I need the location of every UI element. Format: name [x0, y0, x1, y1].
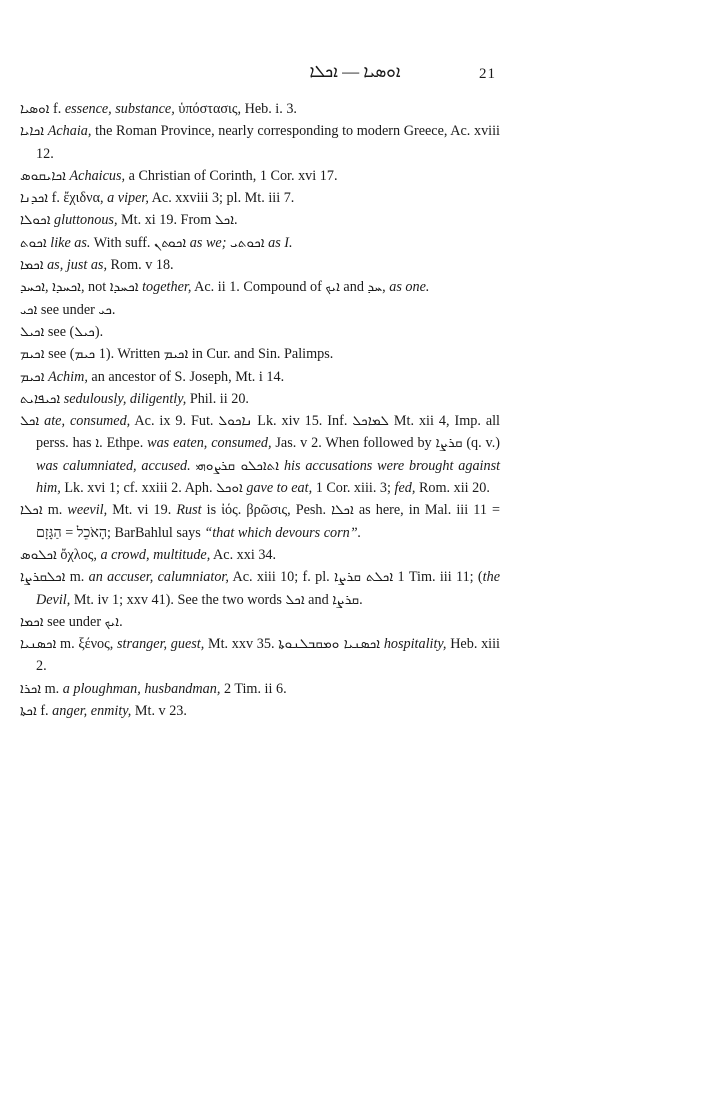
- entry-text: Ac. xxviii 3; pl. Mt. iii 7.: [148, 190, 295, 207]
- syriac-headword: ܐܟܝܡ: [163, 346, 189, 363]
- entry-gloss: gave to eat,: [246, 480, 313, 497]
- syriac-headword: ܐܟܕܢܐ: [20, 190, 49, 207]
- syriac-headword: ܐܟܘܬܢ: [154, 234, 187, 251]
- entry-gloss: an accuser, calumniator,: [88, 569, 229, 586]
- syriac-headword: ܐܝܟ: [104, 613, 120, 630]
- syriac-headword: ܐܟܠ: [214, 212, 235, 229]
- syriac-headword: ܟܝܠ: [74, 323, 95, 340]
- syriac-headword: ܠܡܐܟܠ: [352, 413, 389, 430]
- entry-gloss: hospitality,: [383, 636, 447, 653]
- dictionary-entry: [20, 343, 500, 365]
- entry-text: f.: [36, 703, 53, 720]
- entry-gloss: his accusations were brought against him,: [36, 457, 501, 497]
- entry-gloss: weevil,: [67, 502, 108, 519]
- entry-text: Ac. ix 9. Fut.: [130, 413, 219, 430]
- running-head: [0, 62, 710, 86]
- syriac-headword: ܐܟܣܢܝܐ ܘܡܩܒܠܢܘܬܐ: [278, 636, 381, 653]
- entry-text: Rom. v 18.: [107, 257, 174, 274]
- entry-text: Mt. iv 1; xxv 41). See the two words: [70, 591, 286, 608]
- entry-gloss: was calumniated, accused.: [36, 457, 191, 474]
- entry-gloss: as, just as,: [47, 257, 107, 274]
- dictionary-entries: [20, 98, 500, 722]
- entry-text: ,: [382, 279, 390, 296]
- entry-text: f. ἔχιδνα,: [48, 190, 108, 207]
- syriac-headword: ܐܟܝ: [20, 301, 38, 318]
- syriac-headword: ܟܝܡ: [74, 346, 96, 363]
- dictionary-entry: [20, 187, 500, 209]
- dictionary-entry: [20, 232, 500, 254]
- entry-text: ὄχλος,: [56, 546, 101, 563]
- syriac-headword: ܐܝܟ: [325, 279, 340, 296]
- dictionary-entry: [20, 633, 500, 678]
- entry-text: Lk. xiv 15. Inf.: [252, 413, 353, 430]
- entry-text: Mt. vi 19.: [107, 502, 177, 519]
- syriac-headword: ܐܟܝܦܐܝܬ: [20, 390, 61, 407]
- entry-gloss: Achaicus,: [69, 167, 126, 184]
- syriac-headword: ܐܟܚܕܐ: [109, 279, 139, 296]
- syriac-headword: ܐܟܠܐ: [20, 502, 43, 519]
- entry-text: and: [304, 591, 333, 608]
- dictionary-entry: [20, 98, 500, 120]
- entry-gloss: sedulously, diligently,: [63, 390, 187, 407]
- entry-gloss: the Devil,: [36, 569, 500, 608]
- entry-text: 1 Tim. iii 11; (: [393, 569, 483, 586]
- entry-text: .: [111, 301, 116, 318]
- entry-gloss: fed,: [394, 480, 416, 497]
- entry-text: f.: [49, 101, 65, 117]
- entry-gloss: essence, substance,: [64, 101, 175, 117]
- dictionary-entry: [20, 544, 500, 566]
- entry-gloss: stranger, guest,: [117, 636, 205, 653]
- syriac-headword: ܐܟܝܡ: [20, 368, 45, 385]
- entry-text: as here, in Mal. iii 11 = הָאֹכֵל = הַגָּזָם; BarBahlul says: [36, 502, 501, 541]
- entry-gloss: a crowd, multitude,: [100, 546, 211, 563]
- syriac-headword: ܐܟܘܠܐ: [20, 212, 51, 229]
- dictionary-entry: [20, 366, 500, 388]
- entry-gloss: as one.: [389, 279, 430, 296]
- entry-text: m.: [65, 569, 89, 586]
- syriac-headword: ܐܟܪܐ: [20, 680, 42, 697]
- entry-text: Phil. ii 20.: [186, 390, 249, 407]
- syriac-headword: ܐܟܠܩܪܨܐ: [20, 569, 66, 586]
- entry-text: Mt. v 23.: [131, 703, 187, 720]
- syriac-headword: ܐܟܠܐ: [331, 502, 354, 519]
- entry-text: . Ethpe.: [99, 435, 148, 452]
- entry-gloss: Rust: [176, 502, 202, 519]
- entry-text: .: [359, 591, 363, 608]
- entry-text: 1). Written: [95, 346, 164, 363]
- syriac-headword: ܚܕ: [367, 279, 383, 296]
- dictionary-entry: [20, 678, 500, 700]
- dictionary-entry: [20, 165, 500, 187]
- entry-text: see (: [44, 346, 75, 363]
- syriac-headword: ܐܟܠ: [20, 413, 40, 430]
- entry-text: Rom. xii 20.: [415, 480, 490, 497]
- dictionary-entry: [20, 321, 500, 343]
- entry-gloss: a ploughman, husbandman,: [62, 680, 221, 697]
- dictionary-entry: [20, 410, 500, 499]
- syriac-headword: ܐܟܡܐ: [20, 257, 44, 274]
- syriac-headword: ܐܬܐܟܠܘ ܩܪܨܘܗܝ: [195, 457, 280, 474]
- syriac-headword: ܐܟܣܢܝܐ: [20, 636, 57, 653]
- entry-gloss: gluttonous,: [54, 212, 118, 229]
- syriac-headword: ܐܟܝܠ: [20, 323, 45, 340]
- syriac-headword: ܐܟܚܕ: [20, 279, 46, 296]
- entry-text: Mt. xxv 35.: [204, 636, 279, 653]
- entry-text: Ac. xiii 10; f. pl.: [228, 569, 335, 586]
- dictionary-entry: [20, 611, 500, 633]
- syriac-headword: ܐ: [95, 435, 100, 452]
- entry-text: ,: [45, 279, 53, 296]
- dictionary-entry: [20, 566, 500, 611]
- entry-text: (q. v.): [462, 435, 501, 452]
- entry-gloss: anger, enmity,: [52, 703, 132, 720]
- syriac-headword: ܐܟܘܬ: [20, 234, 47, 251]
- entry-text: Jas. v 2. When followed by: [271, 435, 436, 452]
- entry-text: Ac. ii 1. Compound of: [191, 279, 326, 296]
- entry-gloss: “that which devours corn”.: [204, 524, 362, 541]
- entry-gloss: as I.: [268, 234, 293, 251]
- entry-text: m. ξένος,: [56, 636, 117, 653]
- dictionary-entry: [20, 499, 500, 544]
- entry-text: .: [234, 212, 238, 229]
- running-head-title: ܐܘܣܝܐ — ܐܟܠܐ: [309, 62, 401, 81]
- entry-gloss: together,: [142, 279, 192, 296]
- entry-text: an ancestor of S. Joseph, Mt. i 14.: [87, 368, 285, 385]
- syriac-headword: ܐܟܠ: [285, 591, 305, 608]
- entry-text: ὑπόστασις, Heb. i. 3.: [174, 101, 297, 117]
- entry-text: see under: [43, 613, 105, 630]
- entry-text: Lk. xvi 1; cf. xxiii 2. Aph.: [60, 480, 217, 497]
- syriac-headword: ܐܟܬܐ: [20, 703, 37, 720]
- syriac-headword: ܐܟܡܐ: [20, 613, 44, 630]
- entry-text: 2 Tim. ii 6.: [220, 680, 287, 697]
- entry-text: Mt. xii 4, Imp. all perss. has: [36, 413, 500, 452]
- syriac-headword: ܩܪܨܐ: [435, 435, 463, 452]
- entry-text: is ἰός. βρῶσις, Pesh.: [201, 502, 332, 519]
- entry-text: .: [119, 613, 123, 630]
- entry-text: a Christian of Corinth, 1 Cor. xvi 17.: [125, 167, 338, 184]
- entry-text: the Roman Province, nearly corresponding to modern Greece, Ac. xviii 12.: [36, 123, 500, 162]
- entry-text: , not: [80, 279, 110, 296]
- syriac-headword: ܐܟܠܬ ܩܪܨܐ: [334, 569, 394, 586]
- entry-gloss: ate, consumed,: [44, 413, 131, 430]
- entry-text: With suff.: [90, 234, 155, 251]
- entry-text: and: [339, 279, 368, 296]
- syriac-headword: ܐܟܚܕܐ: [52, 279, 81, 296]
- entry-gloss: as we;: [189, 234, 227, 251]
- syriac-headword: ܢܐܟܘܠ: [218, 413, 253, 430]
- entry-gloss: Achaia,: [47, 123, 92, 140]
- entry-text: m.: [42, 502, 68, 519]
- entry-text: Heb. xiii 2.: [36, 636, 500, 675]
- entry-text: see (: [44, 323, 75, 340]
- entry-text: m.: [41, 680, 63, 697]
- syriac-headword: ܐܟܝܡ: [20, 346, 45, 363]
- entry-gloss: like as.: [50, 234, 91, 251]
- dictionary-entry: [20, 254, 500, 276]
- syriac-headword: ܐܘܟܠ: [216, 480, 243, 497]
- syriac-headword: ܐܟܘܬܝ: [229, 234, 265, 251]
- entry-gloss: a viper,: [107, 190, 149, 207]
- dictionary-entry: [20, 276, 500, 298]
- syriac-headword: ܩܪܨܐ: [332, 591, 360, 608]
- dictionary-entry: [20, 120, 500, 165]
- syriac-headword: ܟܝ: [98, 301, 112, 318]
- entry-text: Ac. xxi 34.: [210, 546, 277, 563]
- dictionary-entry: [20, 388, 500, 410]
- entry-text: in Cur. and Sin. Palimps.: [188, 346, 334, 363]
- dictionary-entry: [20, 700, 500, 722]
- dictionary-entry: [20, 299, 500, 321]
- entry-text: 1 Cor. xiii. 3;: [312, 480, 395, 497]
- entry-text: Mt. xi 19. From: [117, 212, 215, 229]
- syriac-headword: ܐܘܣܝܐ: [20, 101, 50, 117]
- entry-text: see under: [37, 301, 99, 318]
- syriac-headword: ܐܟܠܘܣ: [20, 546, 57, 563]
- entry-gloss: was eaten, consumed,: [147, 435, 272, 452]
- dictionary-entry: [20, 209, 500, 231]
- entry-text: ).: [94, 323, 104, 340]
- syriac-headword: ܐܟܐܝܩܘܣ: [20, 167, 66, 184]
- entry-gloss: Achim,: [48, 368, 88, 385]
- syriac-headword: ܐܟܐܝܐ: [20, 123, 45, 140]
- page-number: 21: [479, 66, 496, 82]
